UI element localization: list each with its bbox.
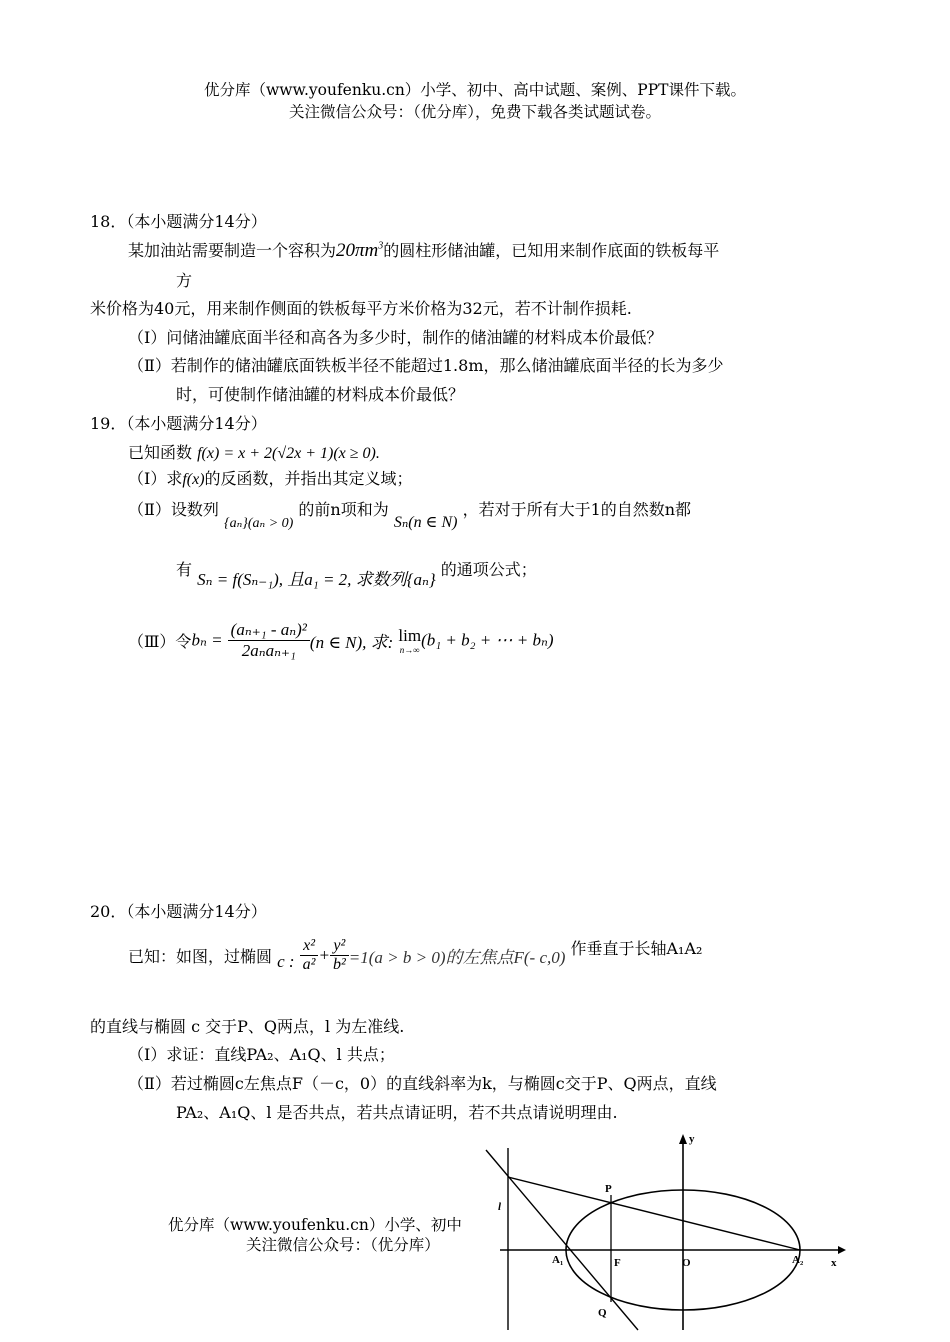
header-line-1: 优分库（www.youfenku.cn）小学、初中、高中试题、案例、PPT课件下载。 bbox=[203, 81, 747, 99]
q20-ellipse-den2: b² bbox=[332, 956, 346, 973]
q20-ellipse-tail: =1(a > b > 0)的左焦点F(- c,0) bbox=[348, 948, 566, 967]
ellipse-figure bbox=[478, 1130, 848, 1335]
q20-heading: 20．（本小题满分14分） bbox=[90, 902, 267, 921]
q19-part3-sum: (b₁ + b₂ + ⋯ + bₙ) bbox=[421, 630, 554, 650]
q18-part-2b: 时，可使制作储油罐的材料成本价最低？ bbox=[176, 385, 465, 404]
q19-part2-sum: Sₙ(n ∈ N) bbox=[393, 514, 458, 531]
q19-part3-label: （Ⅲ）令 bbox=[128, 632, 192, 651]
q19-part3-den: 2aₙaₙ₊₁ bbox=[241, 641, 296, 660]
q20-ellipse-num1: x² bbox=[300, 937, 319, 956]
q20-ellipse-plus: + bbox=[318, 945, 330, 965]
q19-stem bbox=[128, 440, 380, 463]
q19-part-2-line2 bbox=[176, 555, 537, 589]
footer-line-1: 优分库（www.youfenku.cn）小学、初中 bbox=[168, 1216, 462, 1234]
q19-part2-a: （Ⅱ）设数列 bbox=[128, 500, 219, 519]
q18-stem-c: 方 bbox=[176, 271, 193, 290]
q18-part-1: （Ⅰ）问储油罐底面半径和高各为多少时，制作的储油罐的材料成本价最低？ bbox=[128, 328, 663, 347]
q19-part1-b: 的反函数，并指出其定义域； bbox=[204, 469, 413, 488]
q19-part3-fraction bbox=[228, 620, 310, 661]
q19-part-2-line1 bbox=[128, 497, 692, 531]
q18-stem-b: 的圆柱形储油罐，已知用来制作底面的铁板每平 bbox=[383, 241, 720, 260]
q20-stem-b: 作垂直于长轴A₁A₂ bbox=[570, 939, 703, 958]
q19-part2-seq: {aₙ}(aₙ > 0) bbox=[223, 516, 294, 531]
q19-part3-limsub: n→∞ bbox=[399, 644, 420, 655]
q19-part-3 bbox=[128, 620, 554, 661]
q20-part-2a: （Ⅱ）若过椭圆c左焦点F（－c，0）的直线斜率为k，与椭圆c交于P、Q两点，直线 bbox=[128, 1074, 717, 1093]
q18-volume bbox=[336, 240, 383, 261]
q20-ellipse-frac1 bbox=[300, 937, 319, 974]
q18-stem-a: 某加油站需要制造一个容积为 bbox=[128, 241, 337, 260]
q19-stem-label: 已知函数 bbox=[128, 443, 193, 462]
q20-part-1: （Ⅰ）求证：直线PA₂、A₁Q、l 共点； bbox=[128, 1045, 395, 1064]
q18-part-2a: （Ⅱ）若制作的储油罐底面铁板半径不能超过1.8m，那么储油罐底面半径的长为多少 bbox=[128, 356, 724, 375]
label-q: Q bbox=[598, 1307, 607, 1319]
q20-ellipse-num2: y² bbox=[330, 937, 349, 956]
q18-volume-text: 20πm bbox=[336, 240, 379, 261]
label-p: P bbox=[605, 1183, 612, 1195]
q19-part2-cond: Sₙ = f(Sₙ₋₁), 且a₁ = 2, 求数列{aₙ} bbox=[197, 570, 436, 589]
q19-part3-b: bₙ = bbox=[191, 630, 223, 650]
q19-part3-tail: (n ∈ N), 求: bbox=[309, 633, 394, 652]
q20-ellipse-frac2 bbox=[330, 937, 349, 974]
line-a1q bbox=[486, 1150, 638, 1330]
q19-part2-d: 有 bbox=[176, 560, 193, 579]
footer-line-2: 关注微信公众号：（优分库） bbox=[246, 1236, 440, 1254]
q20-stem-c: 的直线与椭圆 c 交于P、Q两点，l 为左准线. bbox=[90, 1017, 405, 1036]
label-o: O bbox=[682, 1257, 691, 1269]
label-l: l bbox=[498, 1201, 502, 1213]
q18-volume-exp: 3 bbox=[378, 240, 384, 252]
q19-part3-num: (aₙ₊₁ - aₙ)² bbox=[228, 620, 310, 641]
y-axis-arrow bbox=[679, 1134, 687, 1144]
x-axis-arrow bbox=[838, 1246, 846, 1254]
q20-ellipse-c: c : bbox=[277, 951, 295, 971]
q20-stem-line1 bbox=[128, 937, 702, 974]
q20-stem-label: 已知：如图，过椭圆 bbox=[128, 947, 273, 966]
line-pa2 bbox=[508, 1177, 800, 1250]
q19-function: f(x) = x + 2(√2x + 1)(x ≥ 0). bbox=[197, 445, 380, 462]
q19-part2-b: 的前n项和为 bbox=[298, 500, 389, 519]
q19-part1-a: （Ⅰ）求 bbox=[128, 469, 183, 488]
header-line-2: 关注微信公众号：（优分库），免费下载各类试题试卷。 bbox=[288, 103, 661, 121]
q19-part-1 bbox=[128, 466, 413, 489]
q19-heading: 19．（本小题满分14分） bbox=[90, 414, 267, 433]
q19-part3-lim: lim bbox=[398, 625, 422, 645]
q20-ellipse-den1: a² bbox=[302, 956, 316, 973]
q19-part2-e: 的通项公式； bbox=[440, 560, 537, 579]
q18-heading: 18．（本小题满分14分） bbox=[90, 212, 267, 231]
q20-part-2b: PA₂、A₁Q、l 是否共点，若共点请证明，若不共点请说明理由. bbox=[176, 1103, 618, 1122]
q19-part2-c: ，若对于所有大于1的自然数n都 bbox=[462, 500, 692, 519]
label-a2: A₂ bbox=[792, 1254, 804, 1266]
label-f: F bbox=[614, 1257, 621, 1269]
label-y: y bbox=[689, 1133, 695, 1145]
q18-stem-d: 米价格为40元，用来制作侧面的铁板每平方米价格为32元，若不计制作损耗. bbox=[90, 299, 632, 318]
label-a1: A₁ bbox=[552, 1254, 564, 1266]
q18-stem-line1 bbox=[128, 238, 719, 262]
q19-part1-f: f(x) bbox=[182, 471, 205, 488]
label-x: x bbox=[831, 1257, 837, 1269]
q19-part3-limit bbox=[398, 627, 421, 655]
